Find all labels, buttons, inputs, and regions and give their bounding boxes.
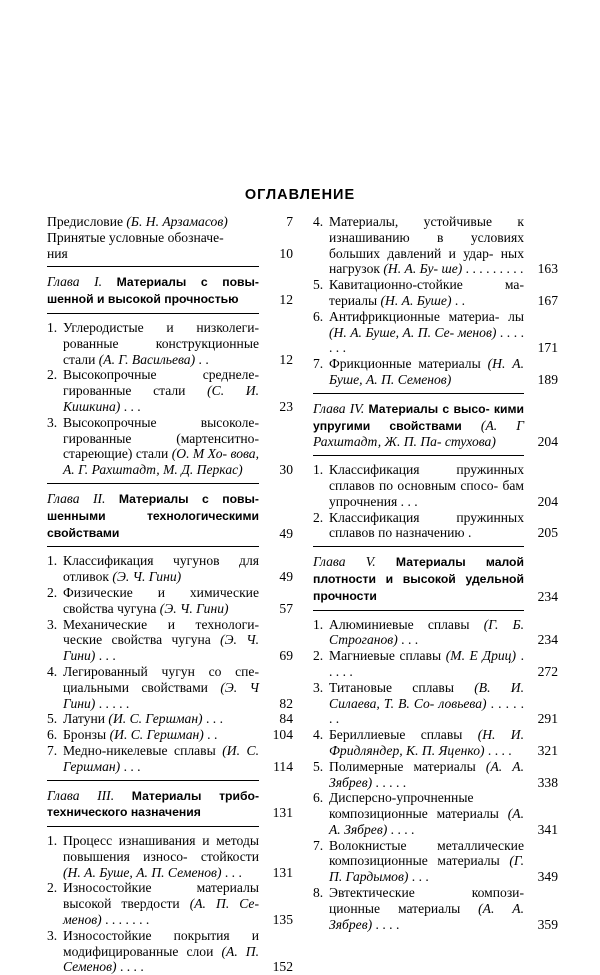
entry-author: (Н. А. Буше): [380, 292, 452, 308]
entry-title: Высокопрочные высоколе- гированные (мартенситно- стареющие) стали: [63, 414, 259, 462]
page-number: 10: [279, 245, 293, 261]
leader-dots: . . . . . . . . .: [462, 261, 524, 277]
entry-title: Антифрикционные материа- лы: [329, 308, 524, 324]
divider: [313, 393, 524, 394]
toc-entry: [47, 553, 293, 585]
toc-entry: [47, 833, 293, 880]
entry-number: 2.: [313, 509, 324, 525]
entry-number: 7.: [313, 356, 324, 372]
entry-title: Кавитационно-стойкие ма- териалы: [329, 277, 524, 308]
entry-title: Классификация пружинных сплавов по назначению: [329, 509, 524, 541]
entry-title: Титановые сплавы: [329, 679, 454, 695]
entry-title: Фрикционные материалы: [329, 356, 481, 372]
entry-number: 6.: [313, 308, 324, 324]
page-number: 84: [279, 711, 293, 727]
toc-entry: [313, 462, 558, 509]
page-number: 49: [279, 569, 293, 585]
page-number: 152: [272, 959, 293, 975]
divider: [313, 546, 524, 547]
entry-author: (А. П. Се- менов): [63, 896, 259, 928]
entry-number: 6.: [313, 790, 324, 806]
entry-author: (А. А. Зябрев): [329, 900, 524, 932]
entry-author: (А. А. Зябрев): [329, 806, 524, 837]
entry-number: 4.: [313, 214, 324, 229]
entry-author: (Э. Ч Гини): [63, 679, 259, 711]
entry-title: Принятые условные обозначе-: [47, 229, 224, 245]
toc-entry: [313, 277, 558, 309]
page-number: 189: [537, 371, 558, 387]
entry-title: Эвтектические компози- ционные материалы: [329, 885, 524, 916]
leader-dots: . . . .: [372, 916, 400, 932]
entry-number: 2.: [313, 648, 324, 664]
page-title: ОГЛАВЛЕНИЕ: [244, 187, 356, 203]
entry-title: Процесс изнашивания и методы повышения износо- стойкости: [63, 833, 259, 864]
entry-title: Механические и технологи- ческие свойства чугуна: [63, 616, 259, 648]
entry-title: Полимерные материалы: [329, 758, 476, 774]
toc-entry: [313, 309, 558, 356]
divider: [47, 266, 259, 267]
page-number: 82: [279, 695, 293, 711]
entry-author: (Н. А. Бу- ше): [383, 261, 463, 277]
entry-number: 5.: [313, 277, 324, 293]
toc-entry: [47, 743, 293, 775]
chapter-heading: [313, 554, 558, 604]
page-number: 12: [279, 292, 293, 308]
divider: [47, 313, 259, 314]
leader-dots: . . . .: [387, 821, 415, 837]
entry-number: 3.: [47, 616, 58, 632]
leader-dots: . . .: [408, 869, 429, 885]
leader-dots: . . .: [397, 493, 418, 509]
entry-author: (А. А. Зябрев): [329, 758, 524, 790]
entry-author: (Н. И. Фридляндер, К. П. Яценко): [329, 727, 524, 758]
page-number: 341: [537, 821, 558, 837]
entry-number: 3.: [47, 927, 58, 943]
entry-number: 1.: [47, 553, 58, 569]
toc-entry: [313, 790, 558, 837]
page-number: 131: [272, 805, 293, 821]
page-number: 349: [537, 869, 558, 885]
page-number: 57: [279, 600, 293, 616]
page-number: 338: [537, 774, 558, 790]
toc-entry: [47, 415, 293, 478]
entry-author: (Н. А. Буше, А. П. Се- менов): [329, 324, 497, 340]
page-number: 104: [272, 727, 293, 743]
page-number: 163: [537, 261, 558, 277]
chapter-heading: [47, 274, 293, 308]
leader-dots: . . . . . . .: [329, 695, 524, 727]
entry-number: 1.: [47, 833, 58, 849]
chapter-label: Глава III.: [47, 787, 115, 803]
toc-entry: [47, 214, 293, 230]
leader-dots: . .: [203, 727, 218, 743]
entry-author: (С. И. Кишкина): [63, 383, 259, 414]
entry-author: (Э. Ч. Гини): [159, 600, 229, 616]
entry-title: Материалы, устойчивые к изнашиванию в условиях больших давлений и удар- ных нагрузок: [329, 214, 524, 277]
toc-entry: [47, 230, 293, 262]
page-number: 205: [537, 525, 558, 541]
entry-title: Классификация чугунов для отливок: [63, 553, 259, 585]
leader-dots: . . .: [95, 648, 116, 664]
leader-dots: . . . . . . .: [101, 912, 150, 928]
toc-entry: [313, 617, 558, 649]
toc-entry: [47, 928, 293, 975]
entry-title: Легированный чугун со спе- циальными свойствами: [63, 663, 259, 695]
entry-author: (Г. Б. Строганов): [329, 616, 524, 648]
toc-entry: [313, 727, 558, 759]
page-number: 321: [537, 742, 558, 758]
left-column: [47, 214, 293, 975]
leader-dots: . . . .: [484, 742, 512, 758]
divider: [47, 546, 259, 547]
toc-entry: [47, 727, 293, 743]
chapter-heading: [47, 788, 293, 822]
page-number: 291: [537, 711, 558, 727]
toc-entry: [313, 838, 558, 885]
toc-entry: [313, 885, 558, 932]
entry-title: Дисперсно-упрочненные композиционные материалы: [329, 790, 499, 822]
entry-number: 8.: [313, 885, 324, 901]
page-number: 234: [537, 588, 558, 604]
entry-author: (А. П. Семенов): [63, 943, 260, 975]
toc-entry: [313, 214, 558, 277]
chapter-label: Глава II.: [47, 490, 106, 506]
page-number: 131: [272, 864, 293, 880]
entry-title: Медно-никелевые сплавы: [63, 742, 216, 758]
divider: [47, 780, 259, 781]
chapter-label: Глава V.: [313, 554, 376, 570]
chapter-heading: [47, 491, 293, 541]
entry-author: (И. С. Гершман): [109, 727, 204, 743]
entry-number: 5.: [313, 758, 324, 774]
entry-title: Классификация пружинных сплавов по основным спосо- бам упрочнения: [329, 462, 524, 509]
divider: [47, 826, 259, 827]
entry-title: Износостойкие материалы высокой твердости: [63, 880, 259, 912]
page-number: 171: [537, 340, 558, 356]
entry-number: 1.: [313, 616, 324, 632]
page-number: 234: [537, 632, 558, 648]
leader-dots: . . . . .: [372, 774, 407, 790]
entry-title: Физические и химические свойства чугуна: [63, 584, 259, 616]
chapter-label: Глава I.: [47, 274, 103, 290]
page-number: 49: [279, 525, 293, 541]
leader-dots: . . . . . . .: [329, 324, 525, 356]
entry-author: (А. Г. Васильева): [98, 351, 196, 367]
chapter-label: Глава IV.: [313, 400, 365, 416]
entry-title: Латуни: [63, 711, 106, 727]
entry-title: Предисловие: [47, 214, 127, 229]
toc-entry: [313, 759, 558, 791]
entry-number: 1.: [313, 462, 324, 478]
leader-dots: . . . . .: [329, 648, 524, 679]
entry-author: (Н. А. Буше, А. П. Семенов): [329, 356, 525, 387]
toc-entry: [313, 648, 558, 680]
entry-title: Бериллиевые сплавы: [329, 727, 463, 743]
leader-dots: . . .: [120, 758, 141, 774]
page-number: 114: [273, 758, 293, 774]
chapter-title: Материалы трибо- технического назначения: [47, 788, 260, 820]
entry-title: Углеродистые и низколеги- рованные конструкционные стали: [63, 319, 259, 367]
entry-number: 2.: [47, 880, 58, 896]
entry-number: 1.: [47, 319, 58, 335]
chapter-author: (А. Г Рахштадт, Ж. П. Па- стухова): [313, 417, 524, 450]
divider: [313, 610, 524, 611]
leader-dots: . . .: [221, 864, 242, 880]
entry-title: Бронзы: [63, 727, 107, 743]
page-number: 359: [537, 916, 558, 932]
entry-author: (И. С. Гершман): [108, 711, 203, 727]
chapter-title: Материалы с высо- кими упругими свойствами: [313, 401, 524, 433]
page-number: 12: [279, 351, 293, 367]
entry-author: (И. С. Гершман): [63, 742, 259, 774]
page-number: 7: [286, 214, 293, 229]
entry-author: (Г. П. Гардымов): [329, 853, 524, 885]
toc-entry: [47, 880, 293, 927]
chapter-title: Материалы с повы- шенной и высокой прочностью: [47, 275, 259, 307]
leader-dots: . . .: [120, 398, 141, 414]
entry-title: Волокнистые металлические композиционные материалы: [329, 837, 524, 869]
chapter-title: Материалы малой плотности и высокой удельной прочности: [313, 555, 524, 603]
right-column: [313, 214, 558, 932]
divider: [47, 483, 259, 484]
entry-number: 7.: [47, 742, 58, 758]
page-number: 23: [279, 398, 293, 414]
entry-number: 5.: [47, 711, 58, 727]
toc-entry: [47, 320, 293, 367]
entry-title: Магниевые сплавы: [329, 648, 442, 664]
entry-title: Высокопрочные среднеле- гированные стали: [63, 367, 259, 399]
entry-author: (Б. Н. Арзамасов): [126, 214, 228, 229]
entry-author: (В. И. Силаева, Т. В. Со- ловьева): [329, 679, 524, 711]
toc-entry: [313, 680, 558, 727]
entry-title-cont: ния: [47, 245, 68, 261]
chapter-title: Материалы с повы- шенными технологическими свойствами: [47, 491, 259, 540]
leader-dots: . . .: [397, 632, 419, 648]
chapter-heading: [313, 401, 558, 450]
leader-dots: . .: [195, 351, 209, 367]
entry-title: Износостойкие покрытия и модифицированные слои: [63, 927, 259, 959]
entry-author: (Н. А. Буше, А. П. Семенов): [63, 864, 222, 880]
toc-entry: [47, 711, 293, 727]
toc-entry: [313, 356, 558, 388]
page-number: 69: [279, 648, 293, 664]
page-number: 204: [537, 434, 558, 450]
page-number: 272: [537, 663, 558, 679]
toc-entry: [313, 510, 558, 542]
entry-number: 7.: [313, 837, 324, 853]
leader-dots: . . .: [202, 711, 223, 727]
entry-number: 2.: [47, 367, 58, 383]
entry-number: 4.: [313, 727, 324, 743]
entry-number: 4.: [47, 663, 58, 679]
page-number: 167: [537, 292, 558, 308]
toc-entry: [47, 585, 293, 617]
entry-number: 2.: [47, 584, 58, 600]
page-number: 204: [537, 493, 558, 509]
toc-entry: [47, 617, 293, 664]
leader-dots: . . . . .: [95, 695, 130, 711]
entry-number: 3.: [313, 679, 324, 695]
entry-author: (О. М Хо- вова, А. Г. Рахштадт, М. Д. Перкас): [63, 446, 259, 478]
entry-number: 3.: [47, 414, 58, 430]
leader-dots: .: [464, 525, 472, 541]
page-number: 135: [272, 912, 293, 928]
entry-author: (М. Е Дриц): [445, 648, 517, 664]
leader-dots: . .: [451, 292, 466, 308]
divider: [313, 455, 524, 456]
toc-entry: [47, 664, 293, 711]
entry-title: Алюминиевые сплавы: [329, 616, 470, 632]
page-number: 30: [279, 462, 293, 478]
entry-number: 6.: [47, 727, 58, 743]
leader-dots: . . . .: [116, 959, 144, 975]
entry-author: (Э. Ч. Гини): [63, 632, 259, 664]
toc-entry: [47, 367, 293, 414]
entry-author: (Э. Ч. Гини): [112, 569, 182, 585]
